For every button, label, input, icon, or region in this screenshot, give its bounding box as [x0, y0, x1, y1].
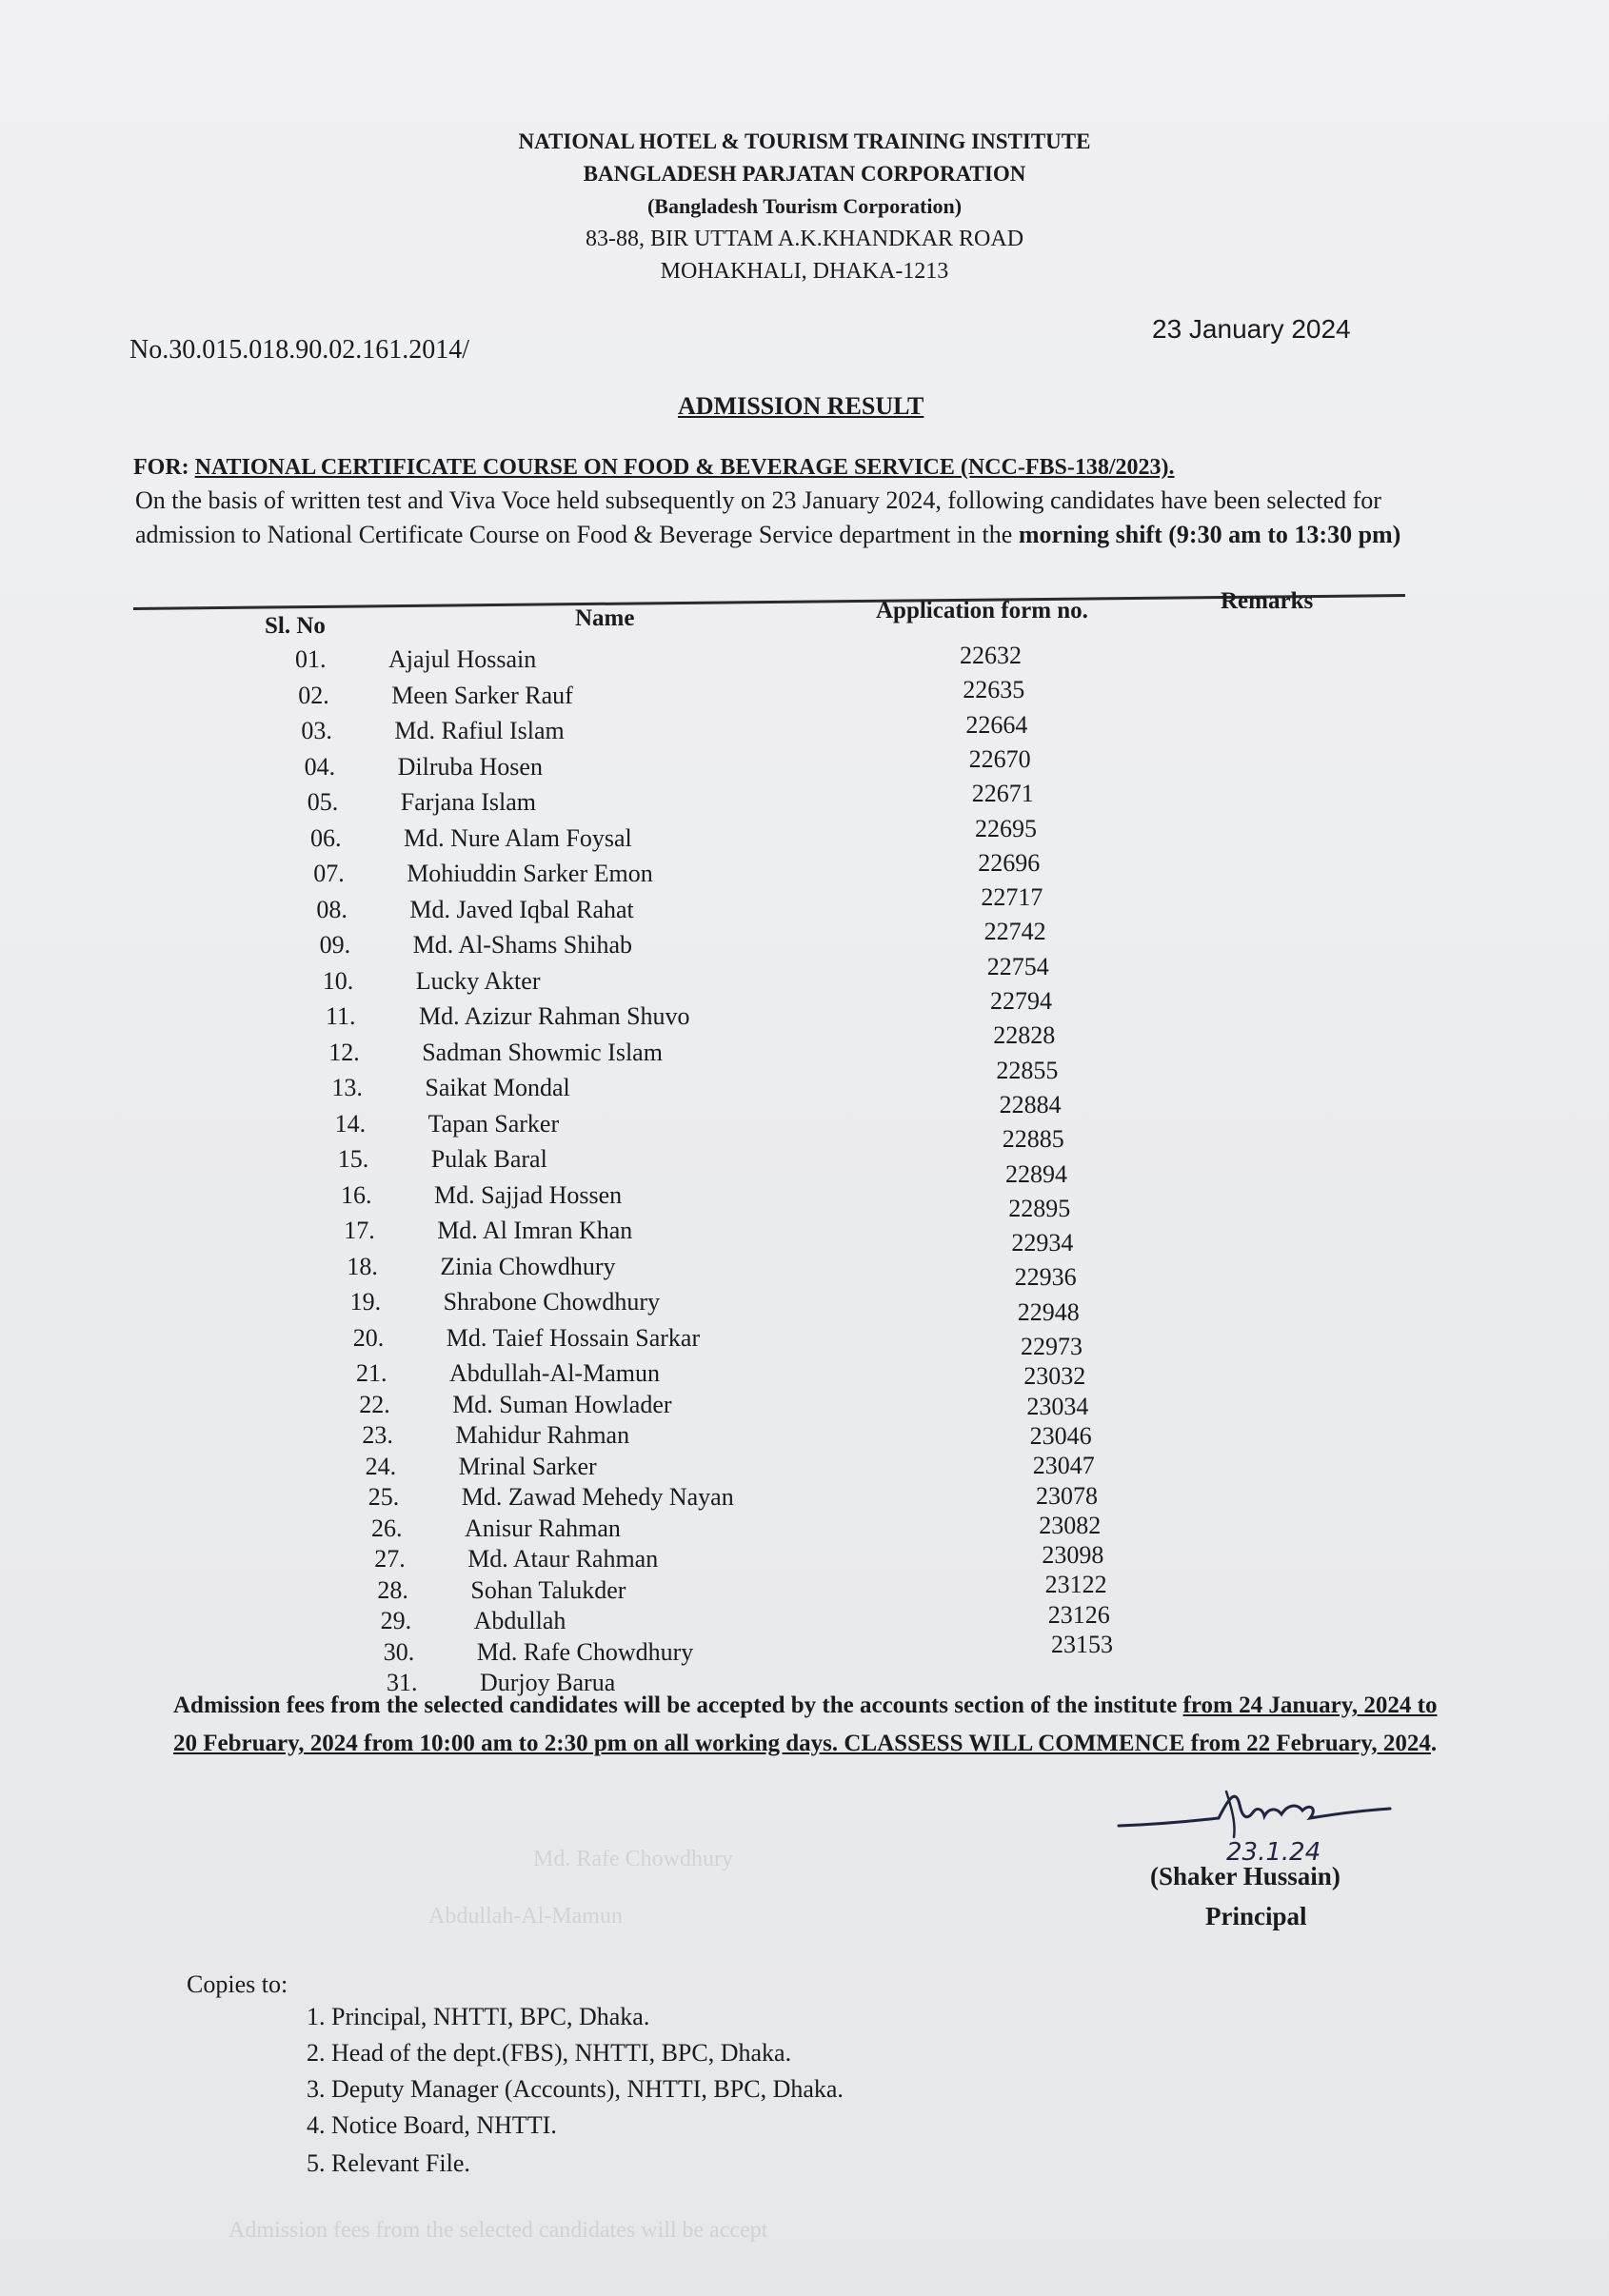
serial-number: 03.: [301, 717, 332, 744]
application-number: 22670: [968, 744, 1031, 773]
candidate-name: Md. Sajjad Hossen: [434, 1180, 623, 1209]
table-top-rule: [133, 594, 1405, 610]
candidate-name: Farjana Islam: [400, 788, 537, 816]
serial-number: 06.: [310, 823, 342, 852]
candidate-name: Pulak Baral: [430, 1145, 547, 1173]
application-number: 23098: [1042, 1541, 1104, 1570]
serial-number: 16.: [341, 1180, 372, 1209]
candidate-name: Anisur Rahman: [465, 1514, 621, 1542]
bleed-through-text: Admission fees from the selected candidates will be accept: [228, 2218, 768, 2243]
notice-lead: Admission fees from the selected candidates will be accepted by the accounts section of the institute: [173, 1692, 1183, 1718]
corporation-name: BANGLADESH PARJATAN CORPORATION: [583, 162, 1026, 186]
intro-text: On the basis of written test and Viva Voce held subsequently on 23 January 2024, following candidates have been selected for admission to National Certificate Course on Food & Beverage Service department in the: [135, 486, 1381, 548]
serial-number: 01.: [295, 645, 327, 673]
candidate-name: Lucky Akter: [415, 966, 541, 995]
serial-number: 26.: [371, 1514, 403, 1542]
candidate-name: Md. Rafiul Islam: [394, 717, 565, 744]
application-number: 23126: [1047, 1600, 1110, 1629]
course-line: [133, 455, 1175, 481]
document-title: ADMISSION RESULT: [678, 392, 924, 420]
serial-number: 19.: [349, 1288, 382, 1316]
intro-paragraph: [135, 484, 1411, 552]
application-number: 22855: [996, 1056, 1059, 1084]
candidate-name: Saikat Mondal: [425, 1074, 570, 1101]
serial-number: 07.: [313, 860, 345, 887]
serial-number: 24.: [365, 1452, 397, 1480]
application-number: 22754: [986, 952, 1049, 980]
candidate-name: Durjoy Barua: [480, 1669, 616, 1696]
application-number: 23046: [1029, 1421, 1092, 1450]
candidate-name: Md. Azizur Rahman Shuvo: [419, 1002, 690, 1030]
candidate-name: Md. Suman Howlader: [452, 1390, 672, 1418]
address-city: MOHAKHALI, DHAKA-1213: [660, 259, 949, 284]
application-number: 22936: [1014, 1263, 1077, 1292]
header-name: Name: [575, 605, 635, 631]
serial-number: 17.: [344, 1217, 375, 1244]
candidate-name: Dilruba Hosen: [397, 752, 543, 781]
candidate-name: Sadman Showmic Islam: [422, 1038, 663, 1066]
candidate-name: Meen Sarker Rauf: [391, 681, 573, 709]
institute-name: NATIONAL HOTEL & TOURISM TRAINING INSTITUTE: [518, 129, 1091, 153]
application-number: 22632: [960, 642, 1022, 669]
serial-number: 05.: [307, 788, 339, 816]
application-number: 23082: [1039, 1511, 1102, 1539]
application-number: 22884: [999, 1090, 1062, 1118]
application-number: 22696: [978, 848, 1041, 877]
serial-number: 21.: [356, 1359, 387, 1387]
application-number: 22664: [965, 710, 1028, 739]
copies-list: [307, 1999, 844, 2144]
serial-number: 31.: [387, 1669, 418, 1696]
signatory-name: (Shaker Hussain): [1150, 1862, 1341, 1890]
serial-number: 29.: [380, 1607, 412, 1634]
signature-handwritten-date: 23.1.24: [1226, 1838, 1321, 1867]
serial-number: 25.: [367, 1483, 400, 1511]
application-number: 22973: [1021, 1333, 1083, 1360]
serial-number: 18.: [347, 1252, 378, 1280]
candidate-name: Md. Al-Shams Shihab: [412, 931, 633, 959]
application-number: 23032: [1023, 1362, 1086, 1391]
serial-number: 12.: [328, 1038, 360, 1066]
address-road: 83-88, BIR UTTAM A.K.KHANDKAR ROAD: [585, 227, 1024, 251]
copies-label: Copies to:: [187, 1970, 288, 1998]
serial-number: 22.: [359, 1390, 390, 1418]
serial-number: 04.: [304, 752, 336, 781]
serial-number: 08.: [316, 895, 348, 923]
application-number: 22742: [983, 918, 1046, 946]
intro-shift: morning shift (9:30 am to 13:30 pm): [1018, 521, 1401, 548]
copy-recipient: 2. Head of the dept.(FBS), NHTTI, BPC, Dhaka.: [307, 2039, 792, 2067]
candidate-name: Zinia Chowdhury: [440, 1252, 616, 1280]
letterhead: [400, 126, 1209, 287]
copy-recipient: 3. Deputy Manager (Accounts), NHTTI, BPC, Dhaka.: [307, 2075, 844, 2103]
serial-number: 27.: [374, 1545, 406, 1573]
memo-number: No.30.015.018.90.02.161.2014/: [129, 335, 469, 365]
candidate-name: Tapan Sarker: [427, 1109, 560, 1138]
notice-end: .: [1430, 1731, 1438, 1756]
candidate-name: Md. Taief Hossain Sarkar: [446, 1323, 701, 1352]
candidate-name: Ajajul Hossain: [388, 645, 537, 673]
application-number: 22671: [971, 780, 1034, 808]
bleed-through-text: Md. Rafe Chowdhury: [533, 1847, 733, 1871]
course-prefix: FOR:: [133, 455, 195, 480]
candidate-name: Shrabone Chowdhury: [443, 1288, 661, 1316]
application-number: 22948: [1017, 1297, 1080, 1326]
header-application-no: Application form no.: [876, 598, 1088, 623]
corporation-english-name: (Bangladesh Tourism Corporation): [646, 194, 963, 218]
application-number: 23122: [1044, 1571, 1107, 1599]
serial-number: 28.: [377, 1575, 408, 1604]
candidate-name: Sohan Talukder: [470, 1575, 626, 1604]
serial-number: 15.: [337, 1145, 369, 1173]
serial-number: 30.: [383, 1637, 415, 1666]
application-number: 23153: [1051, 1631, 1113, 1658]
application-number: 22885: [1002, 1125, 1064, 1154]
header-sl-no: Sl. No: [265, 613, 326, 639]
serial-number: 09.: [319, 931, 351, 959]
candidate-name: Md. Zawad Mehedy Nayan: [461, 1483, 734, 1511]
issue-date: 23 January 2024: [1152, 314, 1351, 344]
application-number: 23078: [1036, 1481, 1098, 1510]
serial-number: 13.: [331, 1074, 363, 1101]
candidate-name: Abdullah: [473, 1607, 566, 1634]
notice-dates: from 24 January, 2024 to 20 February, 2024 from 10:00 am to 2:30 pm on all working days. CLASSESS WILL COMMENCE from 22 February, 2024: [173, 1692, 1438, 1756]
course-name: NATIONAL CERTIFICATE COURSE ON FOOD & BEVERAGE SERVICE (NCC-FBS-138/2023).: [194, 455, 1175, 480]
application-number: 22828: [993, 1021, 1056, 1050]
application-number: 23034: [1026, 1392, 1089, 1420]
candidate-name: Md. Nure Alam Foysal: [404, 823, 632, 852]
serial-number: 10.: [322, 966, 354, 995]
application-number: 22717: [981, 883, 1043, 912]
copy-recipient-cut: 5. Relevant File.: [307, 2149, 470, 2177]
application-number: 22635: [963, 676, 1025, 704]
admission-fee-notice: [173, 1687, 1440, 1763]
application-number: 22695: [975, 814, 1037, 842]
copy-recipient: 4. Notice Board, NHTTI.: [307, 2111, 557, 2139]
header-remarks: Remarks: [1221, 588, 1314, 614]
candidate-name: Md. Al Imran Khan: [437, 1217, 633, 1244]
application-number: 23047: [1032, 1452, 1095, 1480]
application-number: 22794: [990, 987, 1052, 1015]
signatory-title: Principal: [1205, 1902, 1307, 1930]
candidate-name: Mrinal Sarker: [458, 1452, 597, 1480]
serial-number: 02.: [298, 681, 329, 709]
candidate-name: Abdullah-Al-Mamun: [449, 1359, 660, 1387]
candidate-name: Md. Rafe Chowdhury: [476, 1637, 694, 1666]
application-number: 22895: [1008, 1194, 1071, 1222]
candidate-name: Md. Ataur Rahman: [467, 1545, 659, 1573]
application-number: 22934: [1011, 1229, 1074, 1257]
serial-number: 11.: [326, 1002, 356, 1030]
candidate-name: Mahidur Rahman: [455, 1421, 630, 1449]
candidate-name: Md. Javed Iqbal Rahat: [409, 895, 634, 923]
serial-number: 14.: [334, 1109, 367, 1138]
copy-recipient: 1. Principal, NHTTI, BPC, Dhaka.: [307, 2003, 650, 2030]
bleed-through-text: Abdullah-Al-Mamun: [428, 1904, 623, 1929]
serial-number: 20.: [352, 1323, 385, 1352]
serial-number: 23.: [362, 1421, 393, 1449]
candidate-name: Mohiuddin Sarker Emon: [407, 860, 653, 887]
application-number: 22894: [1005, 1159, 1067, 1188]
